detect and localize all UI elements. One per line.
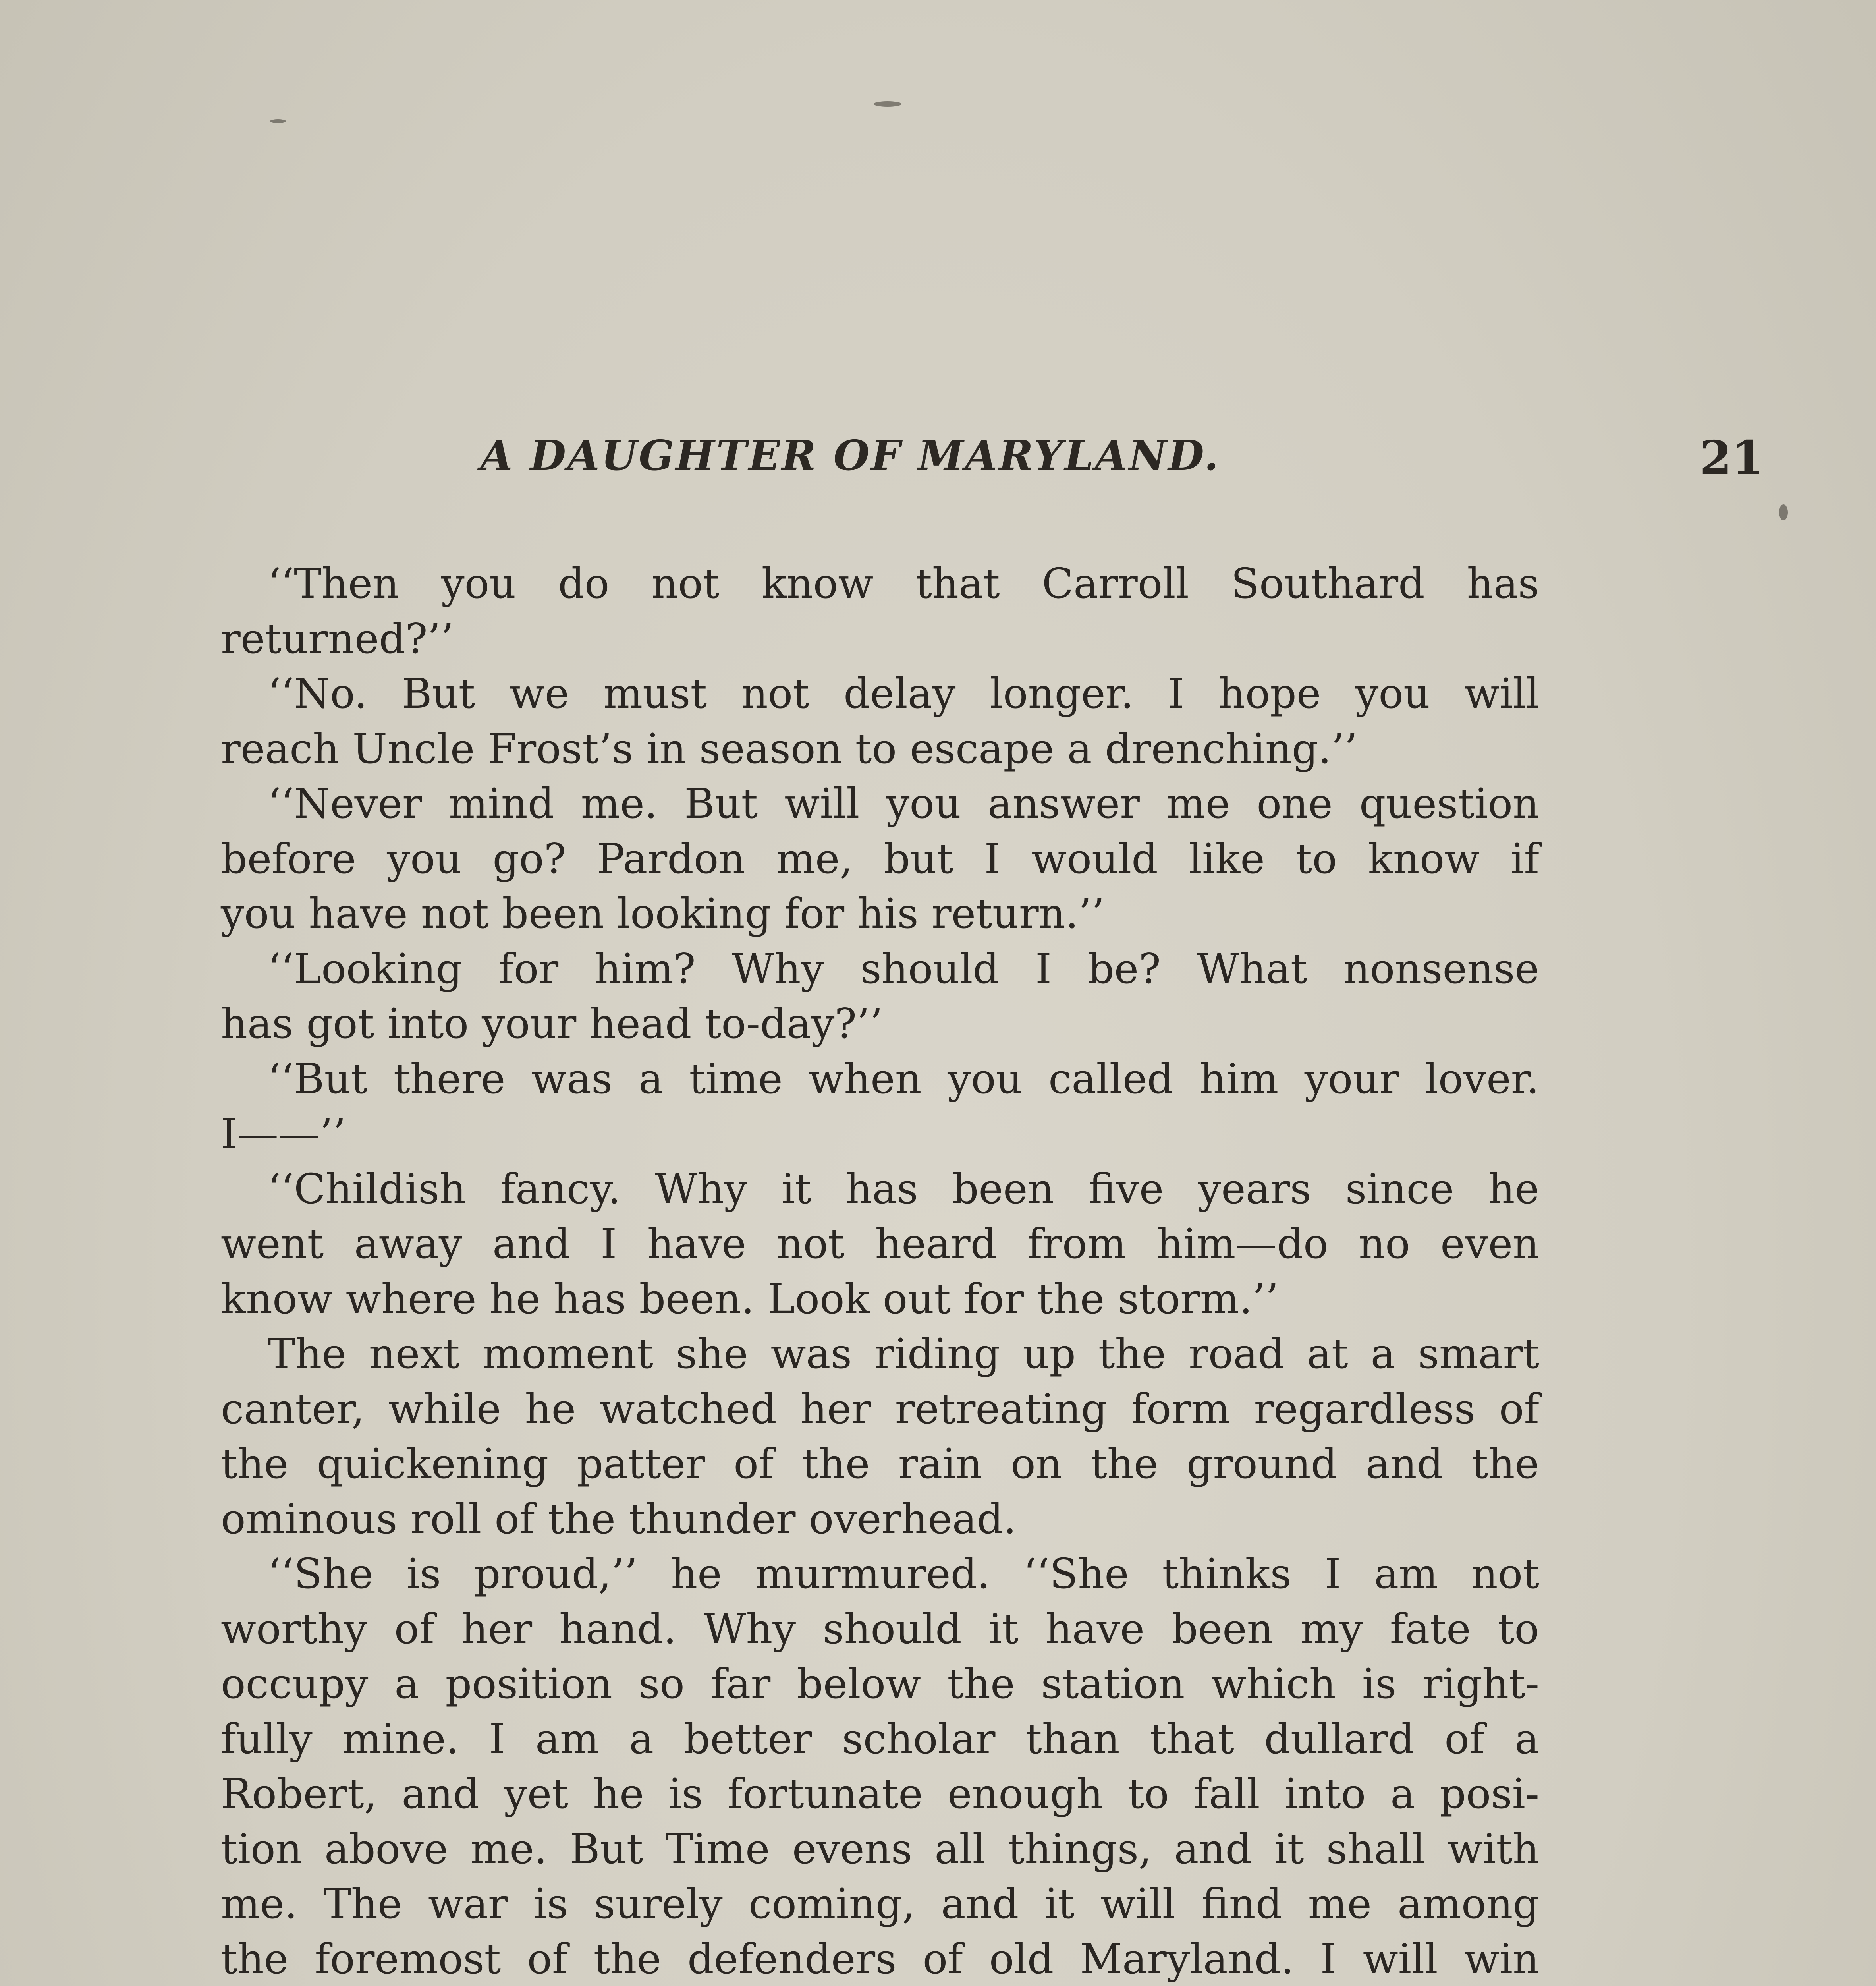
text-line: ‘‘Then you do not know that Carroll Southard has: [268, 559, 1539, 608]
text-line: ‘‘But there was a time when you called him your lover.: [268, 1054, 1539, 1103]
text-line: went away and I have not heard from him—do no even: [221, 1219, 1539, 1268]
text-line: canter, while he watched her retreating form regardless of: [221, 1384, 1539, 1433]
ink-speck: [1779, 504, 1788, 520]
text-line: Robert, and yet he is fortunate enough to fall into a posi-: [221, 1770, 1539, 1818]
text-line: ‘‘Never mind me. But will you answer me one question: [268, 779, 1539, 828]
text-line: you have not been looking for his return.’’: [221, 889, 1105, 938]
text-line: the foremost of the defenders of old Maryland. I will win: [221, 1934, 1539, 1983]
text-line: ‘‘Childish fancy. Why it has been five years since he: [268, 1164, 1539, 1213]
text-line: ‘‘Looking for him? Why should I be? What nonsense: [268, 944, 1539, 993]
text-line: fully mine. I am a better scholar than that dullard of a: [221, 1714, 1539, 1763]
text-line: worthy of her hand. Why should it have been my fate to: [221, 1604, 1539, 1653]
text-line: ‘‘She is proud,’’ he murmured. ‘‘She thinks I am not: [268, 1549, 1539, 1598]
text-line: reach Uncle Frost’s in season to escape a drenching.’’: [221, 724, 1358, 773]
body-text: [221, 556, 1539, 1986]
running-title: A DAUGHTER OF MARYLAND.: [481, 431, 1220, 480]
ink-speck: [874, 101, 901, 107]
text-line: has got into your head to-day?’’: [221, 999, 883, 1048]
ink-speck: [270, 119, 286, 123]
running-header: [222, 431, 1764, 495]
text-line: me. The war is surely coming, and it will find me among: [221, 1880, 1539, 1928]
text-line: before you go? Pardon me, but I would like to know if: [221, 834, 1539, 883]
text-line: The next moment she was riding up the road at a smart: [268, 1329, 1539, 1378]
text-line: returned?’’: [221, 614, 454, 663]
text-line: know where he has been. Look out for the storm.’’: [221, 1274, 1279, 1323]
page-number: 21: [1700, 431, 1764, 485]
text-line: I——’’: [221, 1109, 346, 1158]
text-line: tion above me. But Time evens all things, and it shall with: [221, 1824, 1539, 1873]
text-line: occupy a position so far below the station which is right-: [221, 1660, 1539, 1708]
text-line: ominous roll of the thunder overhead.: [221, 1494, 1017, 1543]
text-line: the quickening patter of the rain on the ground and the: [221, 1439, 1539, 1488]
text-line: ‘‘No. But we must not delay longer. I hope you will: [268, 669, 1539, 718]
